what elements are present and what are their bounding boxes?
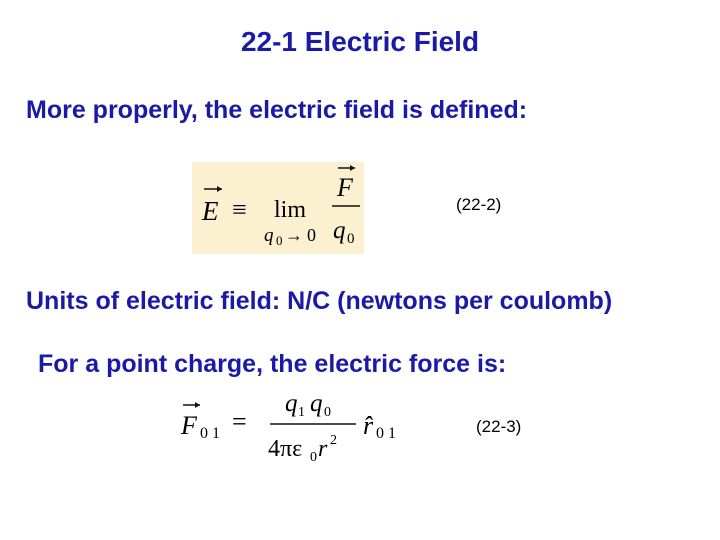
eq2-denominator-r: r (318, 436, 328, 462)
eq2-unit-vector: r̂ (363, 411, 374, 440)
equation-22-3-number: (22-3) (476, 417, 522, 436)
eq2-unit-vector-index: 0 1 (376, 425, 396, 442)
eq1-lim: lim (274, 197, 307, 223)
eq2-denominator-constant: 4πε (268, 436, 303, 462)
equation-22-3 (178, 386, 408, 466)
eq2-numerator-q2: q (310, 390, 323, 417)
eq1-lim-sub-value: 0 (307, 225, 316, 245)
eq1-lim-sub-index: 0 (276, 233, 283, 248)
eq1-numerator-f: F (337, 173, 353, 202)
eq2-numerator-index1: 1 (298, 405, 305, 420)
eq1-lhs-e: E (202, 196, 219, 226)
eq2-denominator-index: 0 (310, 450, 317, 465)
eq1-lim-arrow: → (285, 225, 303, 245)
eq1-denominator-index: 0 (347, 231, 355, 247)
definition-heading: More properly, the electric field is defined: (26, 96, 528, 124)
eq2-equals: = (232, 407, 247, 436)
equation-22-2 (192, 162, 364, 254)
point-charge-statement: For a point charge, the electric force is: (38, 350, 507, 378)
eq2-lhs-index: 0 1 (200, 425, 220, 442)
eq1-lim-sub-q: q (264, 225, 274, 246)
eq2-denominator-power: 2 (330, 433, 337, 448)
equation-22-2-formula (192, 162, 364, 254)
eq1-equiv: ≡ (232, 195, 247, 224)
equation-22-2-number: (22-2) (456, 195, 502, 214)
eq1-denominator-q: q (333, 217, 346, 244)
eq1-lhs-vector-arrow-head (217, 186, 222, 192)
eq2-lhs-vector-arrow-head (195, 402, 200, 408)
eq2-numerator-index2: 0 (324, 405, 331, 420)
eq1-numerator-vector-arrow-head (350, 165, 355, 171)
eq2-lhs-f: F (181, 411, 197, 440)
eq2-numerator-q1: q (285, 390, 298, 417)
units-statement: Units of electric field: N/C (newtons per coulomb) (26, 287, 613, 315)
equation-22-3-formula (178, 386, 408, 466)
slide-title: 22-1 Electric Field (240, 26, 480, 57)
